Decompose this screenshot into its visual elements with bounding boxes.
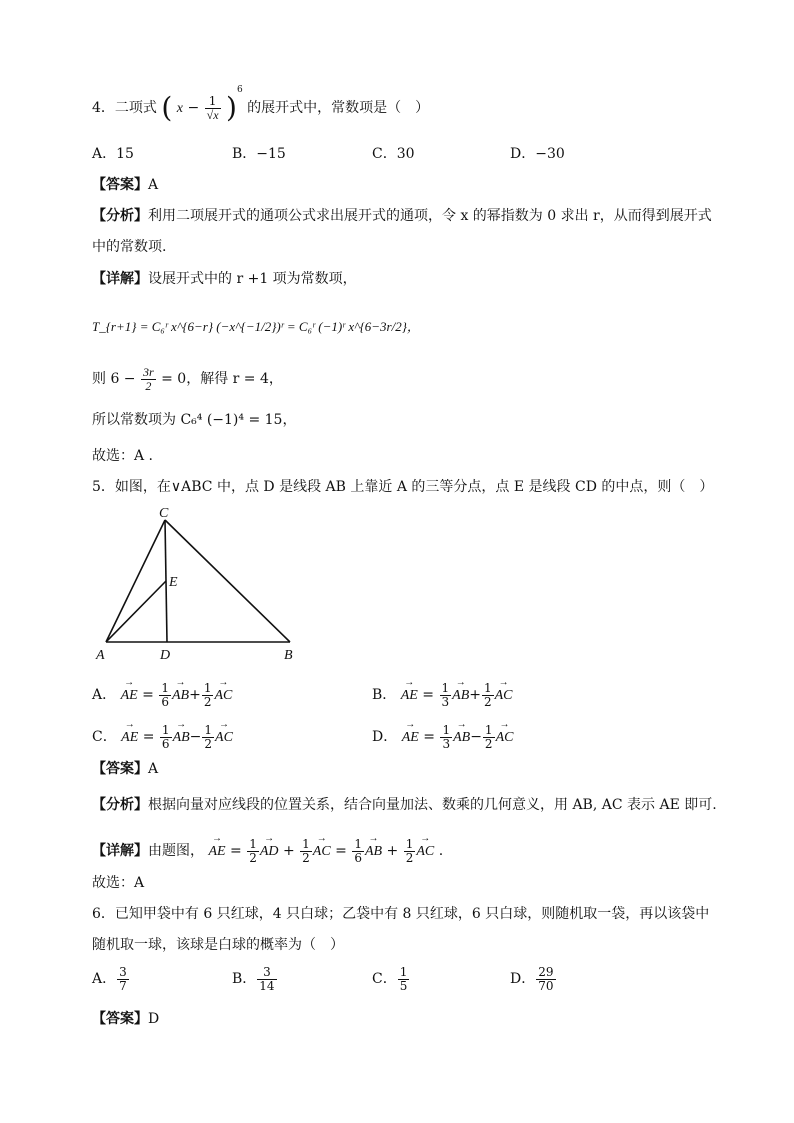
q5-option-d: D． → AE = $\frac{1}{3}$ → AB− $\frac{1}{2}$ → AC (372, 724, 513, 750)
detail-tag: 【详解】 (92, 271, 148, 287)
q6-option-d (510, 966, 557, 992)
step2-prefix: 则 6 − (92, 371, 136, 388)
vec-ae: → AE (402, 731, 419, 745)
coef: $\frac{1}{2}$ (249, 837, 257, 865)
num: 3 (119, 965, 127, 979)
q6-stem-line1: 6．已知甲袋中有 6 只红球，4 只白球；乙袋中有 8 只红球，6 只白球，则随机取一袋，再以该袋中 (92, 906, 710, 922)
vec-ae: → AE (401, 689, 418, 703)
q4-answer (92, 178, 158, 192)
label-c: C (159, 506, 169, 521)
analysis-text: 根据向量对应线段的位置关系，结合向量加法、数乘的几何意义，用 AB, AC 表示 AE 即可. (148, 797, 717, 813)
operator: + (469, 687, 481, 704)
q4-analysis-line2: 中的常数项. (92, 239, 167, 255)
option-fraction (536, 966, 555, 992)
q5-analysis (92, 798, 717, 812)
label-e: E (169, 575, 178, 590)
analysis-text: 利用二项展开式的通项公式求出展开式的通项，令 x 的幂指数为 0 求出 r，从而得到展开式 (148, 208, 712, 224)
option-letter: C． (92, 729, 117, 746)
vec-ac: → AC (214, 689, 232, 703)
q5-stem: 5．如图，在∨ABC 中，点 D 是线段 AB 上靠近 A 的三等分点，点 E 是线段 CD 的中点，则（ ） (92, 479, 714, 495)
q4-minus: − (187, 100, 200, 116)
label-d: D (160, 648, 171, 663)
den: 14 (259, 978, 275, 993)
q4-option-a: A．15 (92, 146, 134, 162)
vec-ab: → AB (172, 689, 189, 703)
vec-ab: → AB (365, 845, 382, 859)
vec-ac: → AC (215, 731, 233, 745)
q5-choose: 故选：A (92, 875, 145, 891)
c2-num: 1 (484, 723, 493, 737)
step2-suffix: = 0，解得 r = 4， (161, 371, 283, 388)
analysis-tag: 【分析】 (92, 797, 148, 813)
coef: $\frac{1}{2}$ (302, 837, 310, 865)
c1-num: 1 (161, 681, 169, 695)
c1-num: 1 (161, 723, 170, 737)
coef-1 (440, 724, 452, 750)
segment-ae (106, 581, 166, 642)
q5-option-c: C． → AE = $\frac{1}{6}$ → AB− $\frac{1}{2}$ → AC (92, 724, 233, 750)
coef-1 (160, 724, 172, 750)
c2-den: 2 (484, 736, 493, 751)
label-a: A (96, 648, 105, 663)
left-paren: ( (161, 91, 173, 124)
option-letter: A． (92, 971, 117, 988)
c1-num: 1 (442, 723, 451, 737)
segment-ac (106, 520, 165, 642)
q6-stem-line2: 随机取一球，该球是白球的概率为（ ） (92, 937, 344, 953)
answer-tag: 【答案】 (92, 761, 148, 777)
q4-option-c: C．30 (372, 146, 415, 162)
coef-1 (440, 682, 452, 708)
q4-stem (92, 85, 430, 124)
step2-den: 2 (145, 378, 152, 393)
right-paren: ) (226, 91, 237, 124)
vec-ab: → AB (453, 731, 470, 745)
option-letter: A． (92, 687, 117, 704)
step2-num: 3r (143, 365, 154, 379)
q4-binom-x: x (176, 101, 183, 116)
option-letter: C． (372, 971, 397, 988)
q4-detail (92, 272, 357, 286)
den: 7 (119, 978, 127, 993)
num: 1 (399, 965, 408, 979)
answer-tag: 【答案】 (92, 177, 148, 193)
option-fraction (117, 966, 129, 992)
q6-option-a (92, 966, 130, 992)
triangle-figure (92, 504, 312, 664)
vec-ad: → AD (260, 845, 279, 859)
c2-den: 2 (203, 694, 212, 709)
q4-step2 (92, 366, 283, 392)
q4-fraction (205, 95, 221, 121)
num: 3 (257, 966, 276, 980)
q5-option-a: A． → AE = $\frac{1}{6}$ → AB+ $\frac{1}{2}$ → AC (92, 682, 232, 708)
step2-fraction (141, 366, 156, 392)
detail-prefix: 由题图， (148, 843, 204, 860)
detail-tag: 【详解】 (92, 843, 148, 860)
detail-text: 设展开式中的 r +1 项为常数项， (148, 271, 357, 287)
answer-value: D (148, 1011, 160, 1027)
c1-den: 6 (161, 736, 170, 751)
label-b: B (284, 648, 293, 663)
q6-answer (92, 1012, 159, 1026)
coef-2 (202, 724, 214, 750)
q5-answer (92, 762, 158, 776)
vec-ae: → AE (208, 845, 225, 859)
vec-ac: → AC (416, 845, 434, 859)
q6-option-b (232, 966, 278, 992)
operator: + (189, 687, 201, 704)
vec-ac: → AC (496, 731, 514, 745)
q4-formula: T_{r+1} = C₆ʳ x^{6−r} (−x^{−1/2})ʳ = C₆ʳ (−1)ʳ x^{6−3r/2}， (92, 319, 420, 334)
operator: − (189, 729, 202, 746)
c1-den: 6 (161, 694, 169, 709)
q4-frac-den: √x (206, 107, 219, 122)
c2-num: 1 (204, 723, 213, 737)
analysis-tag: 【分析】 (92, 208, 148, 224)
segment-bc (165, 520, 290, 642)
option-letter: B． (232, 971, 257, 988)
vec-ab: → AB (173, 731, 190, 745)
vec-ae: → AE (121, 731, 138, 745)
answer-tag: 【答案】 (92, 1011, 148, 1027)
q4-stem-prefix: 4．二项式 (92, 100, 157, 116)
c2-den: 2 (483, 694, 492, 709)
answer-value: A (148, 177, 159, 193)
option-letter: B． (372, 687, 397, 704)
q4-option-b: B．−15 (232, 146, 286, 162)
coef-1 (159, 682, 171, 708)
c2-num: 1 (483, 681, 492, 695)
coef-2 (482, 682, 494, 708)
answer-value: A (148, 761, 159, 777)
vec-ac: → AC (495, 689, 513, 703)
vec-ab: → AB (452, 689, 469, 703)
option-fraction (398, 966, 410, 992)
q4-step3: 所以常数项为 C₆⁴ (−1)⁴ = 15， (92, 412, 297, 428)
vec-ac: → AC (313, 845, 331, 859)
q5-option-b: B． → AE = $\frac{1}{3}$ → AB+ $\frac{1}{2}$ → AC (372, 682, 513, 708)
vec-ae: → AE (121, 689, 138, 703)
option-letter: D． (372, 729, 398, 746)
coef-2 (202, 682, 214, 708)
q4-stem-suffix: 的展开式中，常数项是（ ） (247, 100, 430, 116)
coef: $\frac{1}{6}$ (354, 837, 362, 865)
operator: − (470, 729, 482, 746)
q4-option-d: D．−30 (510, 146, 565, 162)
c1-num: 1 (441, 681, 450, 695)
q4-analysis-line1 (92, 209, 712, 223)
coef-2 (483, 724, 495, 750)
c2-den: 2 (204, 736, 213, 751)
q4-choose: 故选：A . (92, 448, 154, 464)
q6-option-c (372, 966, 410, 992)
coef: $\frac{1}{2}$ (405, 837, 414, 865)
den: 70 (538, 978, 554, 993)
option-letter: D． (510, 971, 536, 988)
c2-num: 1 (203, 681, 212, 695)
q4-frac-num: 1 (205, 95, 221, 109)
den: 5 (399, 978, 408, 993)
c1-den: 3 (442, 736, 451, 751)
num: 29 (538, 965, 554, 979)
c1-den: 3 (441, 694, 450, 709)
q5-detail: 【详解】由题图， → AE = $\frac{1}{2}$ → AD + $\frac{1}{2}$ → AC = $\frac{1}{6}$ → AB + $\frac{1}{2}$ → AC . (92, 838, 443, 864)
q4-power: 6 (236, 85, 243, 96)
option-fraction (257, 966, 276, 992)
